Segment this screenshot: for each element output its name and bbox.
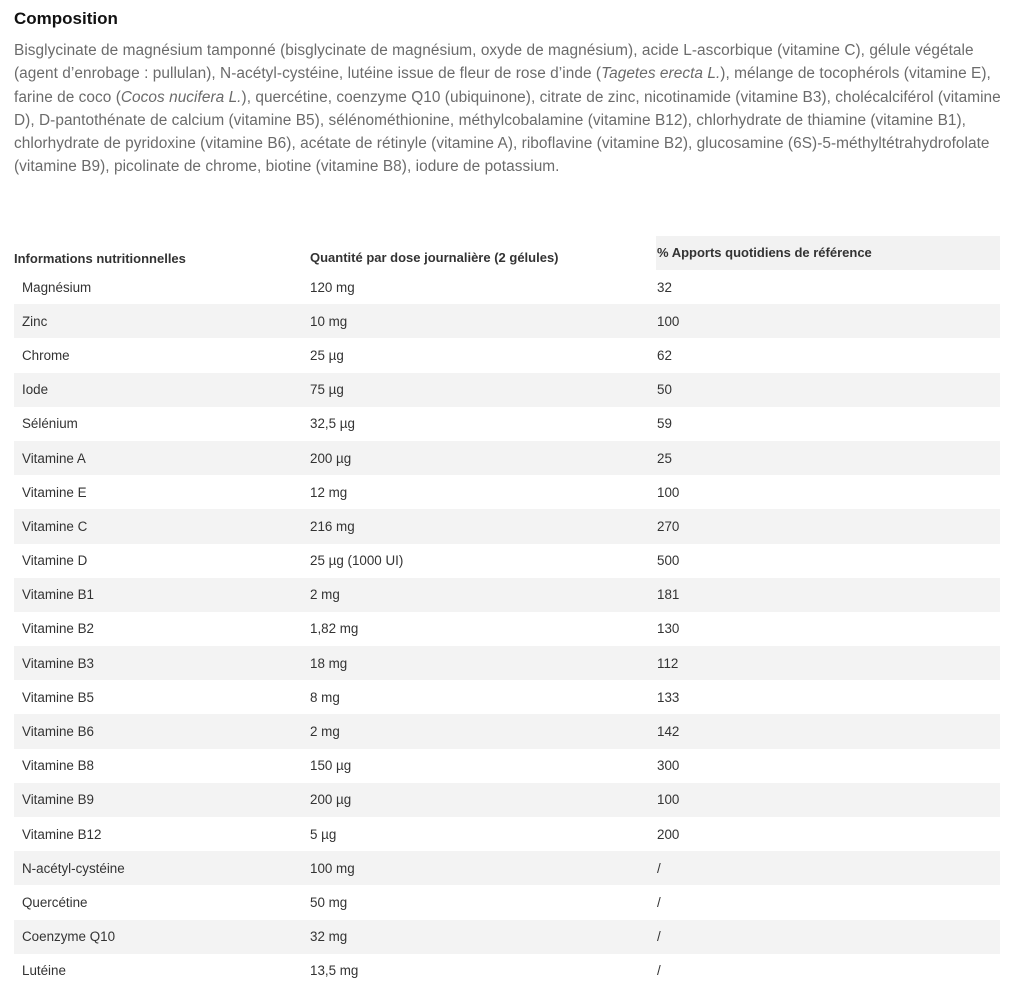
nutrient-name: Vitamine B2 [22, 621, 94, 637]
table-row [14, 817, 1000, 851]
table-row [14, 304, 1000, 338]
table-row [14, 407, 1000, 441]
table-row [14, 749, 1000, 783]
nutrient-name: Sélénium [22, 416, 78, 432]
nutrient-name: N-acétyl-cystéine [22, 860, 125, 876]
composition-section [14, 9, 1004, 179]
nutrient-quantity: 32 mg [310, 929, 348, 945]
table-row [14, 885, 1000, 919]
nutrient-reference-intake: 112 [657, 655, 679, 671]
nutrient-name: Vitamine A [22, 450, 86, 466]
nutrient-reference-intake: 142 [657, 724, 680, 740]
nutrient-quantity: 25 µg (1000 UI) [310, 553, 404, 569]
table-row [14, 578, 1000, 612]
nutrient-reference-intake: 130 [657, 621, 680, 637]
nutrient-quantity: 216 mg [310, 518, 355, 534]
nutrient-name: Vitamine C [22, 518, 88, 534]
header-nutrition-info: Informations nutritionnelles [14, 236, 310, 270]
nutrient-name: Coenzyme Q10 [22, 929, 116, 945]
nutrient-name: Vitamine B8 [22, 758, 94, 774]
nutrient-name: Chrome [22, 347, 70, 363]
nutrient-name: Vitamine B5 [22, 689, 94, 705]
nutrition-table [14, 236, 1000, 988]
nutrient-quantity: 2 mg [310, 724, 340, 740]
table-row [14, 680, 1000, 714]
nutrient-reference-intake: / [657, 894, 661, 910]
nutrient-quantity: 150 µg [310, 758, 352, 774]
nutrient-reference-intake: / [657, 860, 661, 876]
nutrient-name: Vitamine B3 [22, 655, 94, 671]
nutrient-quantity: 120 mg [310, 279, 355, 295]
nutrient-name: Magnésium [22, 279, 92, 295]
table-row [14, 441, 1000, 475]
composition-segment: ), mélange de tocophérols (vitamine E), farine de coco ( [14, 65, 991, 106]
nutrient-reference-intake: 200 [657, 826, 680, 842]
nutrient-name: Quercétine [22, 894, 88, 910]
table-row [14, 544, 1000, 578]
nutrient-name: Vitamine B1 [22, 587, 94, 603]
nutrient-name: Vitamine B12 [22, 826, 102, 842]
nutrient-reference-intake: 50 [657, 382, 672, 398]
composition-italic-segment: Tagetes erecta L. [601, 65, 721, 83]
nutrient-reference-intake: 25 [657, 450, 672, 466]
nutrient-reference-intake: 59 [657, 416, 672, 432]
nutrient-name: Zinc [22, 313, 48, 329]
table-row [14, 373, 1000, 407]
nutrient-quantity: 18 mg [310, 655, 348, 671]
table-row [14, 851, 1000, 885]
composition-segment: Bisglycinate de magnésium tamponné (bisglycinate de magnésium, oxyde de magnésium), acide L-ascorbique (vitamine C), gélule végétale (agent d’enrobage : pullulan), N-acétyl-cystéine, lutéine issue de fleur de rose d’inde ( [14, 42, 974, 83]
table-row [14, 509, 1000, 543]
nutrient-quantity: 75 µg [310, 382, 344, 398]
nutrient-quantity: 25 µg [310, 347, 344, 363]
nutrient-name: Vitamine B9 [22, 792, 94, 808]
nutrient-reference-intake: 300 [657, 758, 680, 774]
table-row [14, 783, 1000, 817]
nutrient-name: Vitamine E [22, 484, 87, 500]
table-header [14, 236, 1000, 270]
composition-segment: ), quercétine, coenzyme Q10 (ubiquinone), citrate de zinc, nicotinamide (vitamine B3), cholécalciférol (vitamine D), D-pantothénate de calcium (vitamine B5), sélénométhionine, méthylcobalamine (vitamine B12), chlorhydrate de thiamine (vitamine B1), chlorhydrate de pyridoxine (vitamine B6), acétate de rétinyle (vitamine A), riboflavine (vitamine B2), glucosamine (6S)-5-méthyltétrahydrofolate (vitamine B9), picolinate de chrome, biotine (vitamine B8), iodure de potassium. [14, 88, 1001, 176]
composition-italic-segment: Cocos nucifera L. [120, 88, 242, 106]
nutrient-reference-intake: 500 [657, 553, 680, 569]
nutrient-quantity: 10 mg [310, 313, 348, 329]
nutrient-quantity: 200 µg [310, 792, 352, 808]
table-row [14, 612, 1000, 646]
nutrient-reference-intake: 133 [657, 689, 680, 705]
nutrient-name: Vitamine D [22, 553, 88, 569]
nutrient-reference-intake: 100 [657, 484, 680, 500]
table-row [14, 475, 1000, 509]
nutrient-quantity: 2 mg [310, 587, 340, 603]
nutrient-reference-intake: 181 [657, 587, 680, 603]
nutrient-quantity: 100 mg [310, 860, 355, 876]
nutrient-quantity: 32,5 µg [310, 416, 355, 432]
nutrient-quantity: 13,5 mg [310, 963, 359, 979]
header-reference-intake: % Apports quotidiens de référence [656, 236, 1000, 270]
composition-title: Composition [14, 9, 118, 28]
nutrient-quantity: 1,82 mg [310, 621, 359, 637]
nutrient-quantity: 200 µg [310, 450, 352, 466]
table-row [14, 338, 1000, 372]
nutrient-name: Iode [22, 382, 49, 398]
nutrient-reference-intake: 62 [657, 347, 672, 363]
nutrient-quantity: 12 mg [310, 484, 348, 500]
table-row [14, 920, 1000, 954]
nutrient-name: Lutéine [22, 963, 66, 979]
nutrient-reference-intake: 32 [657, 279, 672, 295]
table-row [14, 646, 1000, 680]
nutrient-reference-intake: 100 [657, 313, 680, 329]
nutrient-reference-intake: 100 [657, 792, 680, 808]
composition-text [14, 39, 1004, 179]
nutrient-reference-intake: 270 [657, 518, 680, 534]
table-row [14, 714, 1000, 748]
table-body [14, 270, 1000, 988]
nutrient-reference-intake: / [657, 963, 661, 979]
header-daily-quantity: Quantité par dose journalière (2 gélules) [310, 236, 656, 270]
nutrient-name: Vitamine B6 [22, 724, 94, 740]
nutrient-quantity: 50 mg [310, 894, 348, 910]
nutrient-reference-intake: / [657, 929, 661, 945]
table-row [14, 270, 1000, 304]
table-row [14, 954, 1000, 988]
nutrient-quantity: 8 mg [310, 689, 340, 705]
nutrient-quantity: 5 µg [310, 826, 337, 842]
